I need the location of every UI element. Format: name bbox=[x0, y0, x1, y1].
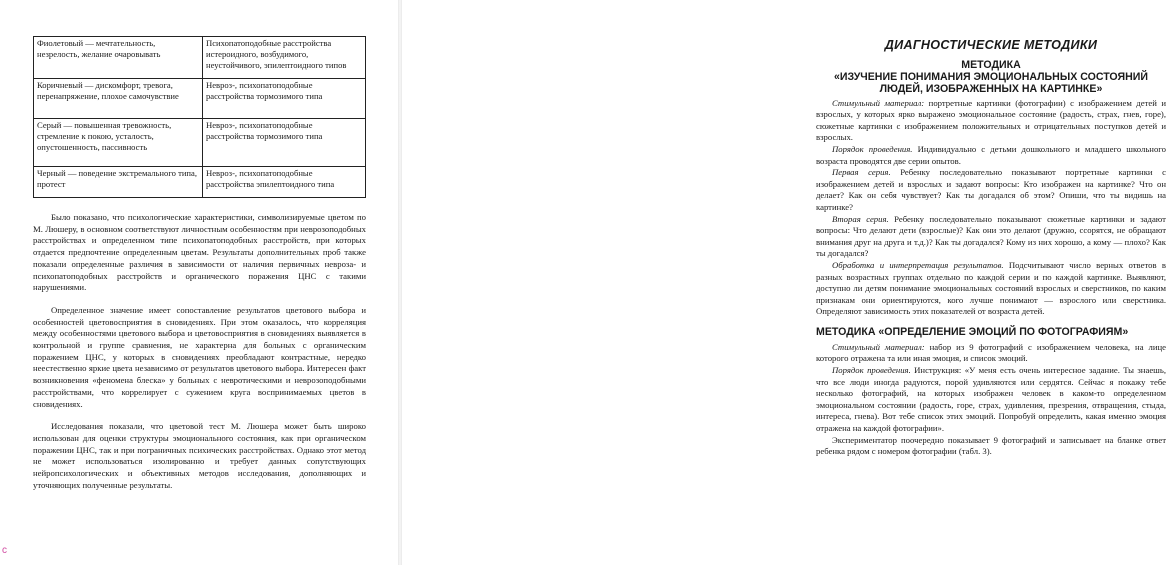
paragraph-text: Подсчитывают число верных ответов в разных возрастных группах отдельно по каждой серии и по каждой картинке. Выявляют, доступно ли детям понимание эмоциональных состояний взрослых и сверстников, по каким признакам они ориентируются, кого лучше понимают — взрослого или сверстника. Определяют зависимость этих показателей от возраста детей. bbox=[816, 259, 1166, 317]
color-description-cell: Серый — повышенная тревожность, стремление к покою, усталость, опустошенность, пассивность bbox=[34, 119, 203, 167]
paragraph-lead: Стимульный материал: bbox=[832, 97, 925, 108]
disorder-cell: Невроз-, психопатоподобные расстройства тормозимого типа bbox=[203, 119, 366, 167]
paragraph bbox=[816, 144, 1166, 167]
paragraph-lead: Обработка и интерпретация результатов. bbox=[832, 259, 1004, 270]
table-row bbox=[34, 37, 366, 79]
paragraph-lead: Стимульный материал: bbox=[832, 341, 925, 352]
color-disorder-table bbox=[33, 36, 366, 198]
right-page bbox=[400, 0, 1166, 565]
paragraph-lead: Порядок проведения. bbox=[832, 365, 911, 376]
paragraph-text: Ребенку последовательно показывают сюжетные картинки и задают вопросы: Что делают дети (взрослые)? Как они это делают (дружно, ссорятся, не обращают внимания друг на друга и т.д.)? Как ты догадался? Кому из них хорошо, а кому — плохо? Как ты догадался? bbox=[816, 213, 1166, 259]
table-row bbox=[34, 167, 366, 198]
paragraph-lead: Порядок проведения. bbox=[832, 143, 913, 154]
edge-mark: с bbox=[2, 545, 7, 556]
paragraph: Исследования показали, что цветовой тест М. Люшера может быть широко использован для оценки структуры эмоционального состояния, как при органическом поражении ЦНС, так и при пограничных психических расстройствах. Однако этот метод не может использоваться изолированно и требует данных сопутствующих нейропсихологических и объективных методов исследования, дополняющих и уточняющих полученные результаты. bbox=[33, 421, 366, 490]
disorder-cell: Психопатоподобные расстройства истероидного, возбудимого, неустойчивого, эпилептоидного типов bbox=[203, 37, 366, 79]
left-body-text bbox=[33, 212, 366, 491]
paragraph bbox=[816, 260, 1166, 318]
disorder-cell: Невроз-, психопатоподобные расстройства эпилептоидного типа bbox=[203, 167, 366, 198]
paragraph bbox=[816, 365, 1166, 435]
paragraph bbox=[816, 98, 1166, 144]
paragraph-text: набор из 9 фотографий с изображением человека, на лице которого отражена та или иная эмоция, и список эмоций. bbox=[816, 341, 1166, 364]
paragraph-text: портретные картинки (фотографии) с изображением детей и взрослых, у которых ярко выражено эмоциональное состояние (радость, страх, гнев, горе), сюжетные картинки с изображением положительных и отрицательных поступков детей и взрослых. bbox=[816, 97, 1166, 143]
method-title: «ИЗУЧЕНИЕ ПОНИМАНИЯ ЭМОЦИОНАЛЬНЫХ СОСТОЯНИЙ ЛЮДЕЙ, ИЗОБРАЖЕННЫХ НА КАРТИНКЕ» bbox=[833, 70, 1149, 95]
paragraph-text: Индивидуально с детьми дошкольного и младшего школьного возраста проводятся две серии опытов. bbox=[816, 143, 1166, 166]
paragraph bbox=[816, 342, 1166, 365]
method-label: МЕТОДИКА bbox=[961, 58, 1021, 71]
paragraph: Определенное значение имеет сопоставление результатов цветового выбора и особенностей цветовосприятия в сновидениях. При этом оказалось, что корреляция между особенностями цветового выбора и цветовосприятия в сновидениях выявляется в контрольной и группе сравнения, не характерна для больных с органическим поражением ЦНС, у которых в сновидениях преобладают контрастные, нередко неестественно яркие цвета независимо от результатов цветового выбора. Интересен факт возникновения «феномена блеска» у больных с невротическими и неврозоподобными расстройствами, что коррелирует с сужением круга воспринимаемых цветов в сновидениях. bbox=[33, 304, 366, 409]
paragraph-lead: Первая серия. bbox=[832, 167, 891, 178]
method-title: МЕТОДИКА «ОПРЕДЕЛЕНИЕ ЭМОЦИЙ ПО ФОТОГРАФИЯМ» bbox=[816, 325, 1129, 338]
table-row bbox=[34, 79, 366, 119]
paragraph-text: Инструкция: «У меня есть очень интересное задание. Ты знаешь, что все люди иногда радуются, порой удивляются или сердятся. Сейчас я покажу тебе несколько фотографий, на которых изображен человек в каком-то определенном эмоциональном состоянии (радость, горе, страх, удивления, презрения, отвращения, стыда, интереса, гнева). Вот тебе список этих эмоций. Попробуй определить, какая именно эмоция отражена на каждой фотографии». bbox=[816, 365, 1166, 434]
left-page bbox=[0, 0, 400, 565]
paragraph bbox=[816, 167, 1166, 213]
color-description-cell: Коричневый — дискомфорт, тревога, перенапряжение, плохое самочувствие bbox=[34, 79, 203, 119]
right-body-text bbox=[816, 40, 1166, 458]
section-title: ДИАГНОСТИЧЕСКИЕ МЕТОДИКИ bbox=[884, 38, 1098, 52]
color-description-cell: Фиолетовый — мечтательность, незрелость, желание очаровывать bbox=[34, 37, 203, 79]
paragraph-text: Ребенку последовательно показывают портретные картинки с изображением детей и взрослых и задают вопросы: Кто изображен на картинке? Что он делает? Как он себя чувствует? Как ты догадался об этом? Опиши, что ты видишь на картинке? bbox=[816, 167, 1166, 212]
disorder-cell: Невроз-, психопатоподобные расстройства тормозимого типа bbox=[203, 79, 366, 119]
table-row bbox=[34, 119, 366, 167]
paragraph bbox=[816, 214, 1166, 260]
paragraph: Было показано, что психологические характеристики, символизируемые цветом по М. Люшеру, в основном соответствуют личностным особенностям при неврозоподобных расстройствах и определенном типе психопатоподобных расстройств, при которых отдается предпочтение определенным цветам. Результаты дополнительных проб также показали определенные различия в зависимости от наличия первичных невроза- и психопатоподобных расстройств и органического поражения ЦНС с такими нарушениями. bbox=[33, 212, 366, 293]
color-description-cell: Черный — поведение экстремального типа, протест bbox=[34, 167, 203, 198]
paragraph: Экспериментатор поочередно показывает 9 фотографий и записывает на бланке ответ ребенка рядом с номером фотографии (табл. 3). bbox=[816, 434, 1166, 457]
paragraph-lead: Вторая серия. bbox=[832, 213, 889, 224]
